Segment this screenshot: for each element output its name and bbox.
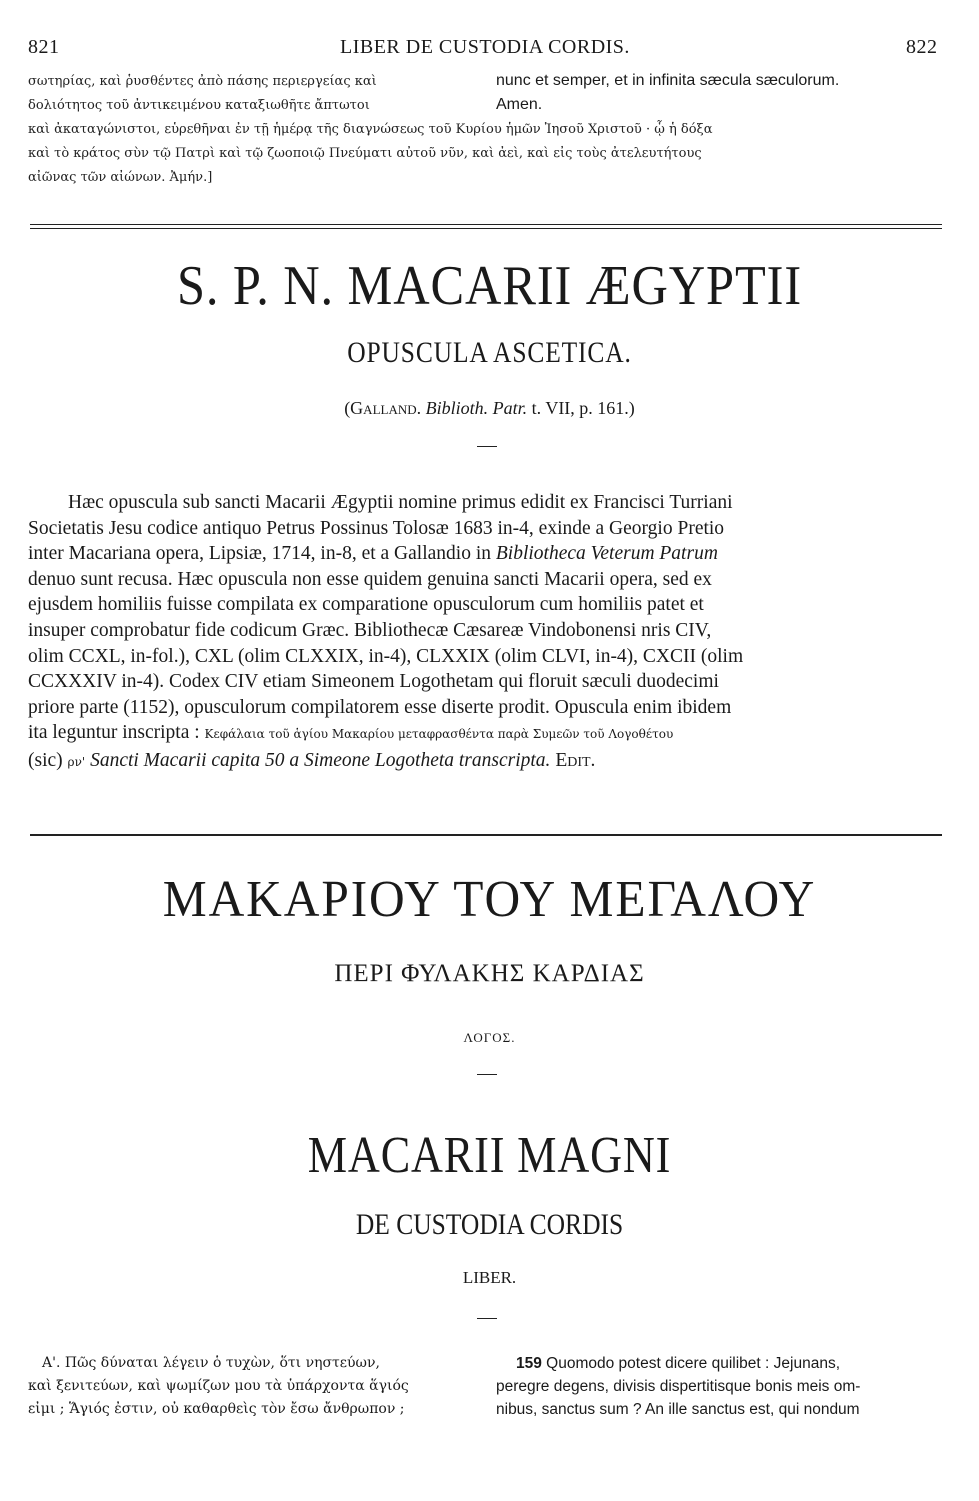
- intro-line: (sic) ρν' Sancti Macarii capita 50 a Simeone Logotheta transcripta. Edit.: [28, 749, 596, 771]
- latin-column: [496, 1352, 942, 1421]
- greek-top-line-2: δολιότητος τοῦ ἀντικειμένου καταξιωθῆτε ἄπτωτοι: [28, 98, 370, 113]
- intro-italic: Sancti Macarii capita 50 a Simeone Logotheta transcripta.: [85, 749, 551, 771]
- latin-title: MACARII MAGNI: [307, 1127, 672, 1184]
- intro-line: Societatis Jesu codice antiquo Petrus Possinus Tolosæ 1683 in-4, exinde a Georgio Pretio: [28, 517, 725, 539]
- latin-subtitle: DE CUSTODIA CORDIS: [355, 1208, 624, 1241]
- intro-line: CCXXXIV in-4). Codex CIV etiam Simeonem Logothetam qui floruit sæculi duodecimi: [28, 671, 719, 693]
- latin-body-line: peregre degens, divisis dispertitisque bonis meis om-: [496, 1378, 861, 1395]
- greek-top-line-3: καὶ ἀκαταγώνιστοι, εὑρεθῆναι ἐν τῇ ἡμέρᾳ τῆς διαγνώσεως τοῦ Κυρίου ἡμῶν Ἰησοῦ Χριστοῦ · ᾧ ἡ δόξα: [28, 122, 713, 137]
- latin-body-line: nibus, sanctus sum ? An ille sanctus est, qui nondum: [496, 1401, 860, 1418]
- intro-line: denuo sunt recusa. Hæc opuscula non esse quidem genuina sancti Macarii opera, sed ex: [28, 568, 712, 590]
- divider-rule: [30, 228, 942, 229]
- intro-line: priore parte (1152), opusculorum compilatorem esse diserte prodit. Opuscula enim ibidem: [28, 696, 732, 718]
- page-number-left: 821: [28, 36, 60, 58]
- intro-line: ejusdem homiliis fuisse compilata ex comparatione opusculorum cum homiliis patet et: [28, 594, 704, 616]
- separator-dash: [477, 446, 497, 447]
- intro-italic: Bibliotheca Veterum Patrum: [495, 543, 718, 565]
- page-number-right: 822: [906, 36, 938, 58]
- greek-body-line: Α'. Πῶς δύναται λέγειν ὁ τυχὼν, ὅτι νηστεύων,: [42, 1355, 380, 1371]
- intro-line: ita leguntur inscripta : Κεφάλαια τοῦ ἁγίου Μακαρίου μεταφρασθέντα παρὰ Συμεῶν τοῦ Λογοθέτου: [28, 722, 674, 744]
- greek-column: [28, 1352, 478, 1421]
- citation: [0, 398, 979, 419]
- greek-title: ΜΑΚΑΡΙΟΥ ΤΟΥ ΜΕΓΑΛΟΥ: [162, 871, 817, 928]
- divider-rule: [30, 224, 942, 225]
- column-number: 159: [516, 1355, 542, 1372]
- intro-greek-num: ρν': [67, 754, 86, 769]
- greek-body-line: εἰμι ; Ἅγιός ἐστιν, οὐ καθαρθεὶς τὸν ἔσω ἄνθρωπον ;: [28, 1401, 405, 1417]
- latin-top-line-2: Amen.: [496, 96, 543, 113]
- intro-line: olim CCXL, in-fol.), CXL (olim CLXXIX, in-4), CLXXIX (olim CLVI, in-4), CXCII (olim: [28, 645, 744, 667]
- greek-top-line-1: σωτηρίας, καὶ ῥυσθέντες ἀπὸ πάσης περιεργείας καὶ: [28, 74, 377, 89]
- greek-subtitle: ΠΕΡΙ ΦΥΛΑΚΗΣ ΚΑΡΔΙΑΣ: [334, 960, 645, 987]
- greek-top-line-5: αἰῶνας τῶν αἰώνων. Ἀμήν.]: [28, 170, 213, 185]
- intro-line: insuper comprobatur fide codicum Græc. Bibliothecæ Cæsareæ Vindobonensi nris CIV,: [28, 619, 712, 641]
- intro-line: Hæc opuscula sub sancti Macarii Ægyptii nomine primus edidit ex Francisci Turriani: [68, 492, 733, 513]
- greek-small-heading: ΛΟΓΟΣ.: [463, 1030, 516, 1045]
- citation-work: Biblioth. Patr.: [425, 398, 528, 418]
- intro-greek: Κεφάλαια τοῦ ἁγίου Μακαρίου μεταφρασθέντα παρὰ Συμεῶν τοῦ Λογοθέτου: [204, 727, 674, 742]
- citation-author: (Galland.: [344, 398, 422, 418]
- running-title: LIBER DE CUSTODIA CORDIS.: [340, 36, 630, 58]
- separator-dash: [477, 1074, 497, 1075]
- latin-small-heading: LIBER.: [462, 1268, 517, 1287]
- latin-body-line: 159 Quomodo potest dicere quilibet : Jejunans,: [516, 1355, 841, 1372]
- intro-line: inter Macariana opera, Lipsiæ, 1714, in-8, et a Gallandio in Bibliotheca Veterum Patrum: [28, 543, 718, 565]
- intro-edit: Edit.: [550, 749, 596, 771]
- latin-top-line-1: nunc et semper, et in infinita sæcula sæculorum.: [496, 72, 840, 89]
- separator-dash: [477, 1318, 497, 1319]
- page-title: S. P. N. MACARII ÆGYPTII: [176, 255, 803, 317]
- page-subtitle: OPUSCULA ASCETICA.: [347, 336, 632, 369]
- greek-body-line: καὶ ξενιτεύων, καὶ ψωμίζων μου τὰ ὑπάρχοντα ἅγιός: [28, 1378, 409, 1394]
- intro-paragraph: [28, 490, 943, 776]
- citation-volume: t. VII, p. 161.): [531, 398, 635, 418]
- greek-top-line-4: καὶ τὸ κράτος σὺν τῷ Πατρὶ καὶ τῷ ζωοποιῷ Πνεύματι αὐτοῦ νῦν, καὶ ἀεὶ, καὶ εἰς τοὺς ἀτελευτήτους: [28, 146, 702, 161]
- divider-rule: [30, 834, 942, 836]
